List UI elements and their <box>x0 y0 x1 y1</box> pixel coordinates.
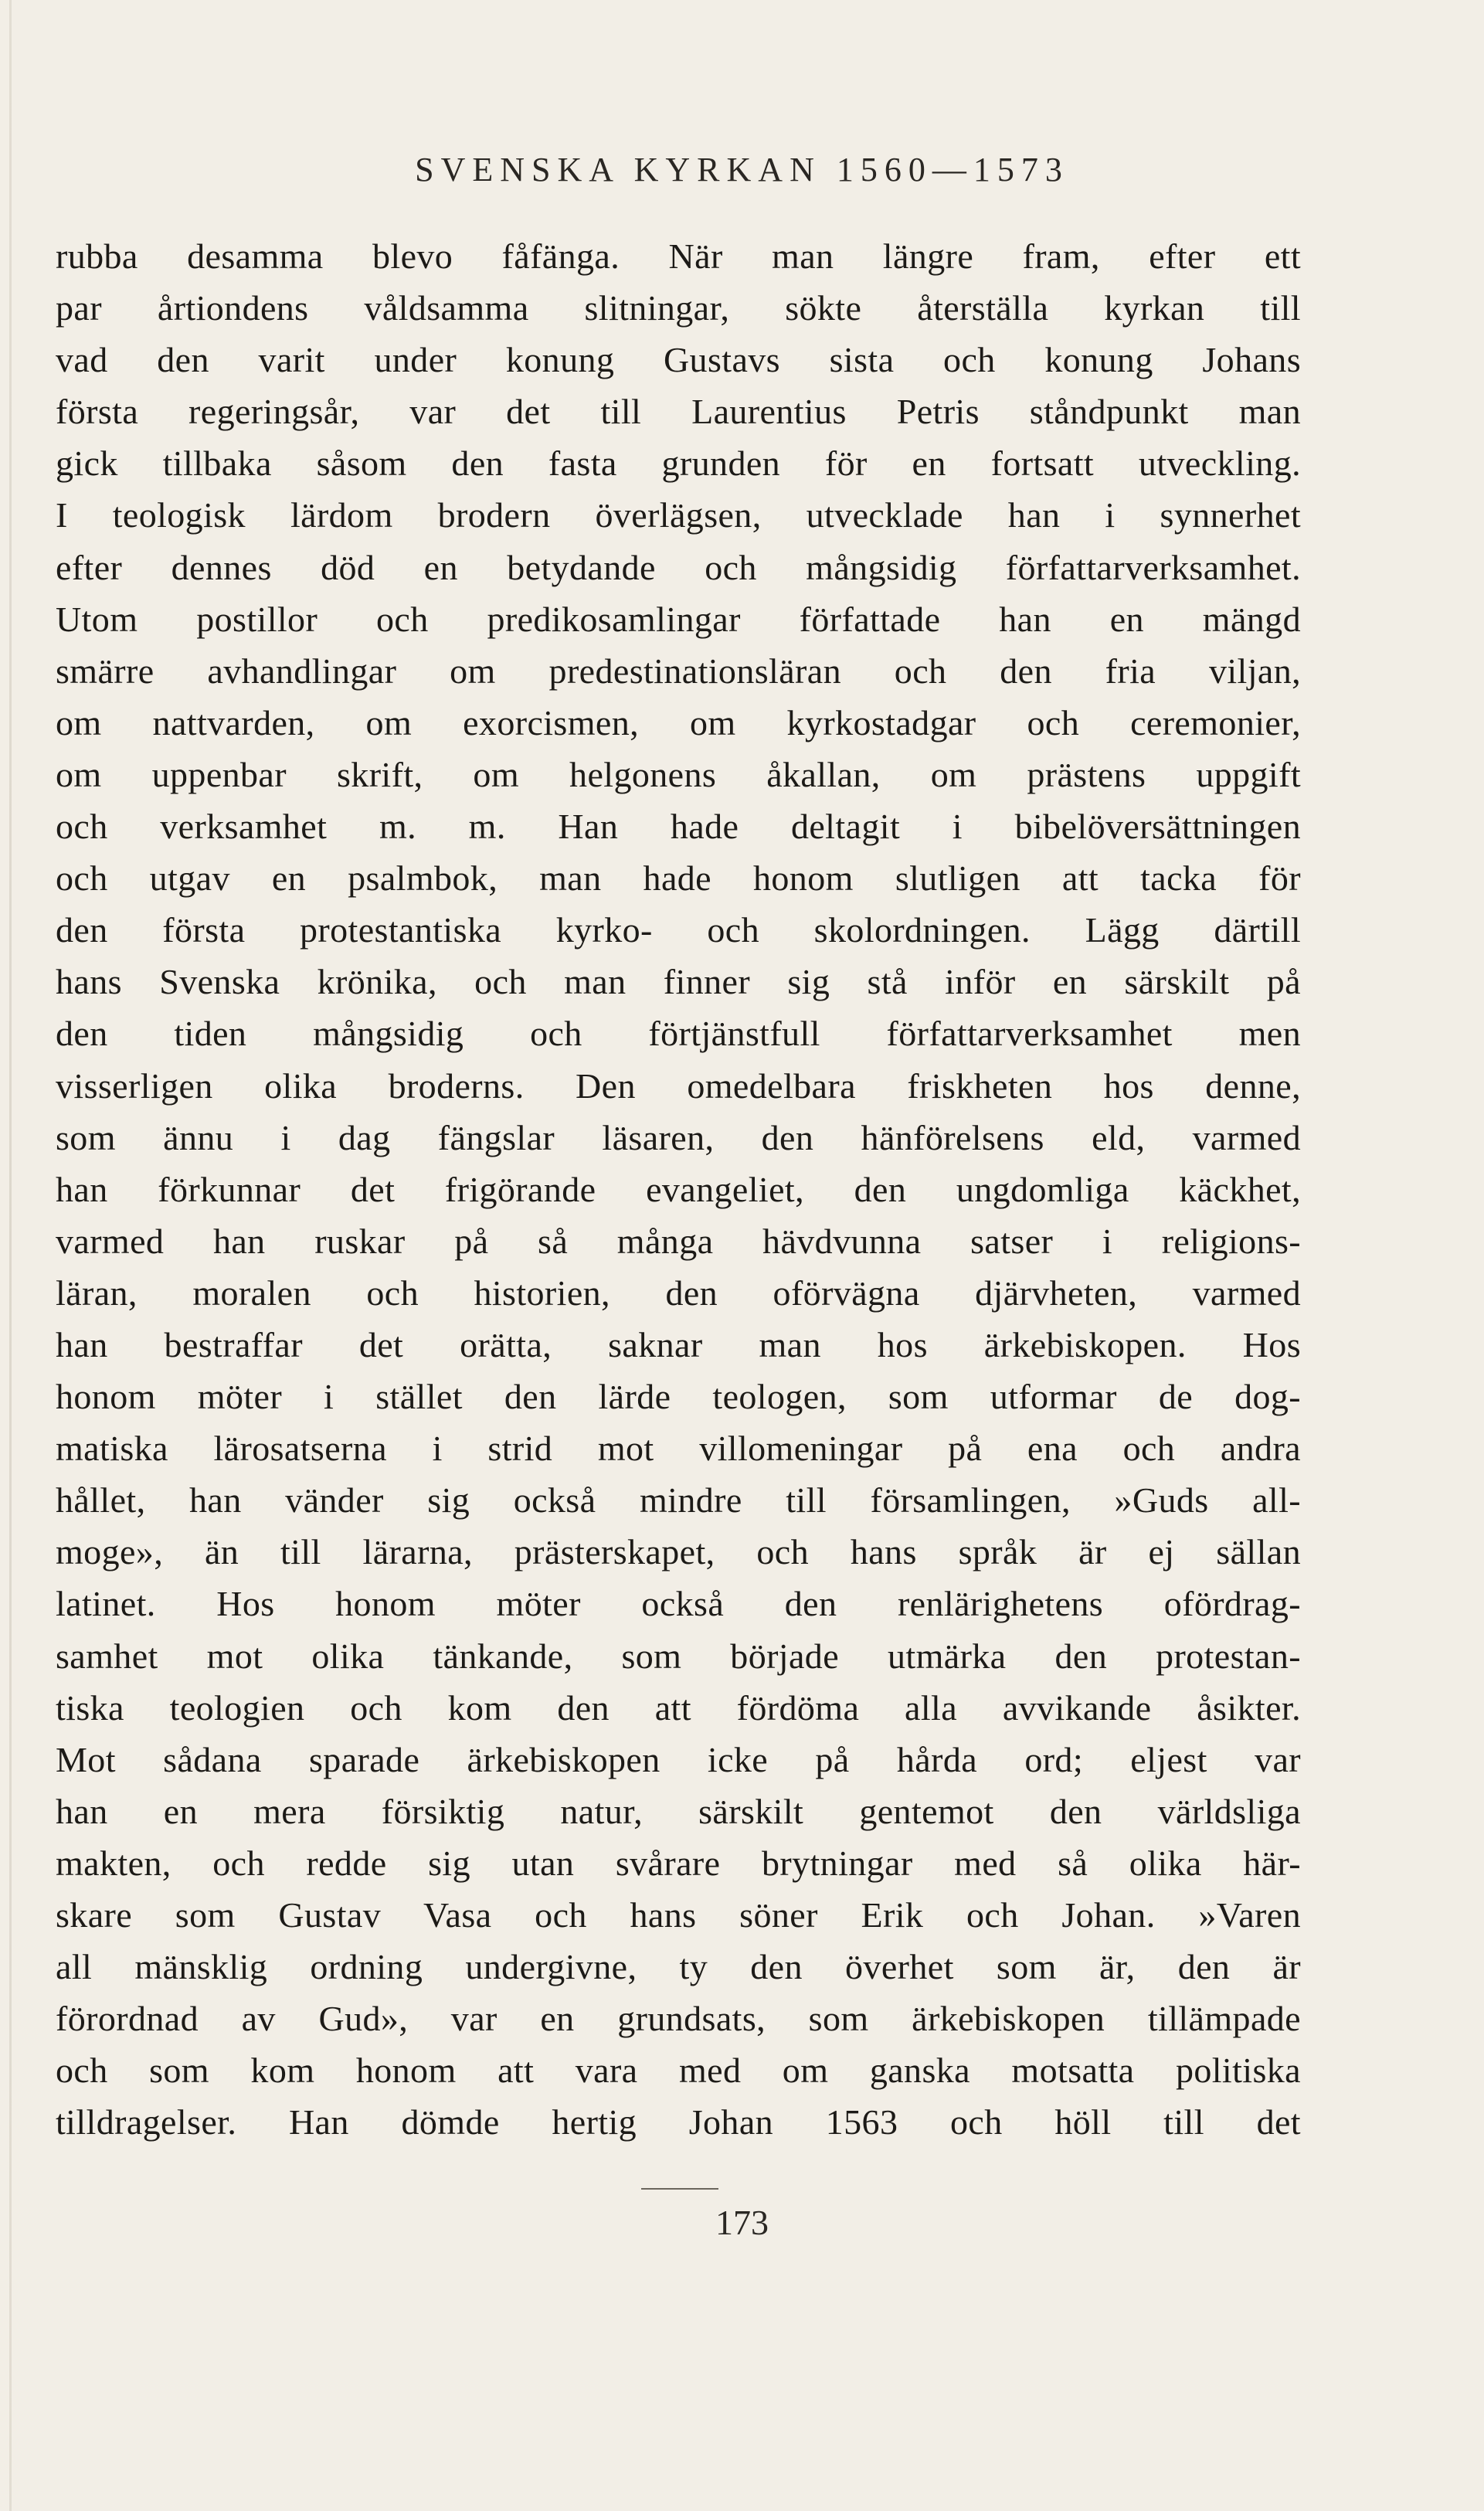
text-line: all mänsklig ordning undergivne, ty den överhet som är, den är <box>56 1947 1301 1987</box>
text-line: om uppenbar skrift, om helgonens åkallan, om prästens uppgift <box>56 754 1301 794</box>
text-line: honom möter i stället den lärde teologen, som utformar de dog- <box>56 1377 1301 1417</box>
text-line: skare som Gustav Vasa och hans söner Erik och Johan. »Varen <box>56 1895 1301 1935</box>
text-line: läran, moralen och historien, den oförvägna djärvheten, varmed <box>56 1272 1301 1313</box>
text-line: I teologisk lärdom brodern överlägsen, utvecklade han i synnerhet <box>56 495 1301 535</box>
text-line: och som kom honom att vara med om ganska motsatta politiska <box>56 2051 1301 2091</box>
text-line: och verksamhet m. m. Han hade deltagit i bibelöversättningen <box>56 807 1301 847</box>
text-line: första regeringsår, var det till Laurentius Petris ståndpunkt man <box>56 392 1301 432</box>
text-line: förordnad av Gud», var en grundsats, som ärkebiskopen tillämpade <box>56 1999 1301 2039</box>
text-line: par årtiondens våldsamma slitningar, sökte återställa kyrkan till <box>56 288 1301 328</box>
text-line: latinet. Hos honom möter också den renlärighetens ofördrag- <box>56 1584 1301 1624</box>
text-line: gick tillbaka såsom den fasta grunden för en fortsatt utveckling. <box>56 443 1301 484</box>
text-line: makten, och redde sig utan svårare brytningar med så olika här- <box>56 1843 1301 1883</box>
text-line: Utom postillor och predikosamlingar författade han en mängd <box>56 599 1301 639</box>
body-text <box>56 230 1301 2148</box>
text-line: smärre avhandlingar om predestinationsläran och den fria viljan, <box>56 651 1301 691</box>
page-edge <box>9 0 12 2511</box>
text-line: om nattvarden, om exorcismen, om kyrkostadgar och ceremonier, <box>56 702 1301 742</box>
text-line: och utgav en psalmbok, man hade honom slutligen att tacka för <box>56 858 1301 899</box>
text-line: Mot sådana sparade ärkebiskopen icke på hårda ord; eljest var <box>56 1739 1301 1779</box>
text-line: som ännu i dag fängslar läsaren, den hänförelsens eld, varmed <box>56 1117 1301 1157</box>
text-line: samhet mot olika tänkande, som började utmärka den protestan- <box>56 1636 1301 1676</box>
text-line: visserligen olika broderns. Den omedelbara friskheten hos denne, <box>56 1065 1301 1106</box>
text-line: hans Svenska krönika, och man finner sig stå inför en särskilt på <box>56 962 1301 1002</box>
text-line: han förkunnar det frigörande evangeliet, den ungdomliga käckhet, <box>56 1169 1301 1209</box>
running-head: SVENSKA KYRKAN 1560—1573 <box>415 151 1069 189</box>
text-line: tiska teologien och kom den att fördöma alla avvikande åsikter. <box>56 1687 1301 1728</box>
text-line: varmed han ruskar på så många hävdvunna satser i religions- <box>56 1221 1301 1261</box>
text-line: efter dennes död en betydande och mångsidig författarverksamhet. <box>56 547 1301 587</box>
text-line: matiska lärosatserna i strid mot villomeningar på ena och andra <box>56 1429 1301 1469</box>
footer-rule <box>641 2188 718 2190</box>
text-line: han bestraffar det orätta, saknar man hos ärkebiskopen. Hos <box>56 1324 1301 1364</box>
text-line: rubba desamma blevo fåfänga. När man längre fram, efter ett <box>56 236 1301 276</box>
text-line: tilldragelser. Han dömde hertig Johan 1563 och höll till det <box>56 2102 1301 2142</box>
text-line: den tiden mångsidig och förtjänstfull författarverksamhet men <box>56 1014 1301 1054</box>
text-line: han en mera försiktig natur, särskilt gentemot den världsliga <box>56 1791 1301 1831</box>
text-line: hållet, han vänder sig också mindre till församlingen, »Guds all- <box>56 1480 1301 1521</box>
page-number: 173 <box>715 2203 769 2242</box>
text-line: vad den varit under konung Gustavs sista och konung Johans <box>56 340 1301 380</box>
text-line: den första protestantiska kyrko- och skolordningen. Lägg därtill <box>56 910 1301 950</box>
text-line: moge», än till lärarna, prästerskapet, och hans språk är ej sällan <box>56 1532 1301 1572</box>
